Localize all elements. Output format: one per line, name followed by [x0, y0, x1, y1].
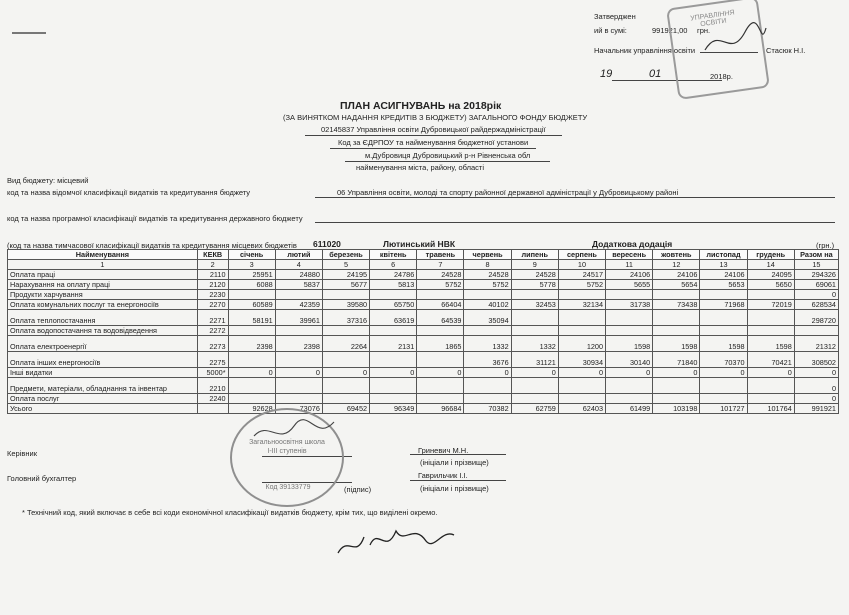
row-value: 0	[794, 394, 838, 404]
row-value: 5654	[653, 280, 700, 290]
temp-class-label: (код та назва тимчасової класифікації видатків та кредитування місцевих бюджетів	[7, 241, 297, 250]
row-value: 0	[700, 368, 747, 378]
head-signature	[700, 20, 770, 60]
row-value	[511, 310, 558, 326]
row-value: 5752	[558, 280, 605, 290]
row-value	[228, 352, 275, 368]
head-signature-bottom	[250, 412, 340, 452]
row-value	[322, 352, 369, 368]
row-code: 2275	[197, 352, 228, 368]
row-value	[464, 290, 511, 300]
row-code: 2273	[197, 336, 228, 352]
approved-label: Затверджен	[594, 12, 636, 21]
column-header: КЕКВ	[197, 250, 228, 260]
row-value: 71840	[653, 352, 700, 368]
table-header-row	[8, 250, 839, 260]
row-value: 70370	[700, 352, 747, 368]
row-name: Оплата водопостачання та водовідведення	[8, 326, 198, 336]
row-value	[370, 326, 417, 336]
stamp-round-code: Код 39133779	[265, 484, 311, 491]
row-name: Оплата послуг	[8, 394, 198, 404]
row-value	[275, 352, 322, 368]
row-value: 21312	[794, 336, 838, 352]
row-value: 63619	[370, 310, 417, 326]
row-value	[417, 326, 464, 336]
row-name: Інші видатки	[8, 368, 198, 378]
row-value: 5655	[606, 280, 653, 290]
row-value: 24095	[747, 270, 794, 280]
row-value	[558, 326, 605, 336]
row-value: 6088	[228, 280, 275, 290]
row-value: 0	[794, 290, 838, 300]
row-value: 96349	[370, 404, 417, 414]
row-value: 0	[417, 368, 464, 378]
stamp-top-text: УПРАВЛІННЯ ОСВІТИ	[689, 9, 736, 29]
row-value: 1332	[464, 336, 511, 352]
row-value	[747, 326, 794, 336]
column-header: вересень	[606, 250, 653, 260]
row-value: 60589	[228, 300, 275, 310]
column-number: 3	[228, 260, 275, 270]
row-value: 0	[653, 368, 700, 378]
column-number: 10	[558, 260, 605, 270]
row-value	[464, 394, 511, 404]
row-value	[700, 310, 747, 326]
row-value	[653, 310, 700, 326]
row-code: 2272	[197, 326, 228, 336]
row-value	[606, 378, 653, 394]
row-value	[606, 290, 653, 300]
row-value	[228, 394, 275, 404]
table-row	[8, 336, 839, 352]
row-value	[700, 326, 747, 336]
row-value: 62759	[511, 404, 558, 414]
row-value: 24106	[606, 270, 653, 280]
table-row	[8, 394, 839, 404]
row-value: 24517	[558, 270, 605, 280]
corner-mark	[12, 32, 46, 34]
column-header: грудень	[747, 250, 794, 260]
row-value: 5752	[417, 280, 464, 290]
sum-prefix: ий в сумі:	[594, 26, 627, 35]
program-class-label: код та назва програмної класифікації видатків та кредитування державного бюджету	[7, 214, 303, 223]
row-value: 31121	[511, 352, 558, 368]
row-value: 66404	[417, 300, 464, 310]
table-row	[8, 352, 839, 368]
row-value: 5778	[511, 280, 558, 290]
row-value	[417, 394, 464, 404]
row-value: 92628	[228, 404, 275, 414]
temp-class-code: 611020	[313, 239, 341, 249]
row-value	[700, 394, 747, 404]
row-code: 2240	[197, 394, 228, 404]
currency: грн.	[697, 26, 711, 35]
dept-class-label: код та назва відомчої класифікації видатків та кредитування бюджету	[7, 188, 251, 197]
location: м.Дубровиця Дубровицький р-н Рівненська обл	[345, 151, 550, 162]
row-value	[417, 378, 464, 394]
column-header: Разом на	[794, 250, 838, 260]
row-name: Оплата інших енергоносіїв	[8, 352, 198, 368]
row-value: 0	[322, 368, 369, 378]
row-name: Оплата праці	[8, 270, 198, 280]
row-value	[417, 290, 464, 300]
row-value: 5752	[464, 280, 511, 290]
row-value: 101727	[700, 404, 747, 414]
accountant-name-hint: (ініціали і прізвище)	[420, 484, 489, 493]
approval-month: 01	[649, 68, 662, 80]
row-value	[558, 378, 605, 394]
stamp-round-text: Загальноосвітня школа І-ІІІ ступенів	[249, 439, 325, 455]
approval-year: 2018р.	[710, 72, 733, 81]
row-value	[794, 326, 838, 336]
column-number: 2	[197, 260, 228, 270]
row-value: 24106	[653, 270, 700, 280]
row-value	[700, 290, 747, 300]
row-value: 24786	[370, 270, 417, 280]
row-value: 65750	[370, 300, 417, 310]
row-value: 0	[794, 368, 838, 378]
row-value: 32134	[558, 300, 605, 310]
row-value: 298720	[794, 310, 838, 326]
head-name: Гриневич М.Н.	[418, 446, 469, 455]
row-value: 42359	[275, 300, 322, 310]
row-value: 991921	[794, 404, 838, 414]
table-row	[8, 280, 839, 290]
column-number: 4	[275, 260, 322, 270]
row-value	[322, 378, 369, 394]
row-value	[275, 378, 322, 394]
row-value	[606, 310, 653, 326]
row-value: 71968	[700, 300, 747, 310]
row-value: 2264	[322, 336, 369, 352]
row-value: 24528	[464, 270, 511, 280]
dept-class-text: 06 Управління освіти, молоді та спорту районної державної адміністрації у Дубровицькому районі	[337, 188, 679, 197]
row-value	[606, 394, 653, 404]
head-of-dept-label: Начальник управління освіти	[594, 46, 696, 55]
head-of-dept-name: Стасюк Н.І.	[766, 46, 806, 55]
row-value: 24880	[275, 270, 322, 280]
row-value: 0	[794, 378, 838, 394]
row-value: 1332	[511, 336, 558, 352]
column-number: 9	[511, 260, 558, 270]
row-value	[558, 310, 605, 326]
row-value	[370, 290, 417, 300]
row-name: Нарахування на оплату праці	[8, 280, 198, 290]
program-class-line	[315, 222, 835, 223]
row-value: 5653	[700, 280, 747, 290]
accountant-label: Головний бухгалтер	[7, 474, 77, 483]
row-value: 0	[275, 368, 322, 378]
row-value: 70421	[747, 352, 794, 368]
row-value: 39580	[322, 300, 369, 310]
row-name: Оплата електроенергії	[8, 336, 198, 352]
row-value: 39961	[275, 310, 322, 326]
row-value: 5813	[370, 280, 417, 290]
column-header: жовтень	[653, 250, 700, 260]
row-value	[653, 290, 700, 300]
row-value: 61499	[606, 404, 653, 414]
row-value: 0	[228, 368, 275, 378]
row-value: 101764	[747, 404, 794, 414]
row-value	[370, 378, 417, 394]
column-number: 13	[700, 260, 747, 270]
row-value: 5837	[275, 280, 322, 290]
row-value: 5650	[747, 280, 794, 290]
row-value: 294326	[794, 270, 838, 280]
row-value	[370, 394, 417, 404]
row-value	[322, 290, 369, 300]
row-value: 2398	[275, 336, 322, 352]
row-value	[464, 378, 511, 394]
row-value: 64539	[417, 310, 464, 326]
row-value: 24528	[417, 270, 464, 280]
row-code: 2230	[197, 290, 228, 300]
column-header: лютий	[275, 250, 322, 260]
sum-value: 991921,00	[652, 26, 688, 35]
column-number: 5	[322, 260, 369, 270]
row-code: 2110	[197, 270, 228, 280]
row-value: 1598	[606, 336, 653, 352]
table-row	[8, 368, 839, 378]
allocation-table	[7, 249, 839, 414]
row-value: 0	[606, 368, 653, 378]
row-value	[653, 326, 700, 336]
row-value	[322, 326, 369, 336]
row-value	[511, 378, 558, 394]
row-value	[275, 290, 322, 300]
row-name: Усього	[8, 404, 198, 414]
head-name-line	[410, 454, 506, 455]
row-value: 1200	[558, 336, 605, 352]
row-code	[197, 404, 228, 414]
row-code: 5000*	[197, 368, 228, 378]
column-header: Найменування	[8, 250, 198, 260]
row-value: 0	[558, 368, 605, 378]
row-value: 30934	[558, 352, 605, 368]
row-value	[322, 394, 369, 404]
row-value: 58191	[228, 310, 275, 326]
row-value: 628534	[794, 300, 838, 310]
row-value: 1865	[417, 336, 464, 352]
column-number: 8	[464, 260, 511, 270]
row-value: 0	[511, 368, 558, 378]
table-row	[8, 300, 839, 310]
row-value: 308502	[794, 352, 838, 368]
column-number: 12	[653, 260, 700, 270]
column-number: 14	[747, 260, 794, 270]
row-name: Оплата теплопостачання	[8, 310, 198, 326]
row-value	[558, 394, 605, 404]
row-code: 2270	[197, 300, 228, 310]
table-row	[8, 326, 839, 336]
row-value	[653, 394, 700, 404]
temp-class-extra: Додаткова додація	[592, 239, 673, 249]
row-name: Продукти харчування	[8, 290, 198, 300]
row-value: 35094	[464, 310, 511, 326]
row-value	[653, 378, 700, 394]
footnote: * Технічний код, який включає в себе всі коди економічної класифікації видатків бюджету, крім тих, що виділені окремо.	[22, 508, 438, 517]
row-value: 1598	[700, 336, 747, 352]
column-header: травень	[417, 250, 464, 260]
row-value	[747, 290, 794, 300]
row-value: 0	[464, 368, 511, 378]
table-row	[8, 378, 839, 394]
row-value	[511, 290, 558, 300]
accountant-sign-hint: (підпис)	[344, 485, 372, 494]
row-value: 72019	[747, 300, 794, 310]
temp-class-name: Лютинський НВК	[383, 239, 456, 249]
accountant-name: Гаврильчик І.І.	[418, 471, 468, 480]
row-value	[464, 326, 511, 336]
row-code: 2271	[197, 310, 228, 326]
row-value	[275, 326, 322, 336]
row-value: 3676	[464, 352, 511, 368]
column-header: січень	[228, 250, 275, 260]
handwritten-signature	[330, 515, 460, 565]
row-value: 1598	[653, 336, 700, 352]
row-value: 24195	[322, 270, 369, 280]
column-header: листопад	[700, 250, 747, 260]
row-value	[747, 310, 794, 326]
column-header: квітень	[370, 250, 417, 260]
row-value: 103198	[653, 404, 700, 414]
document-subtitle: (ЗА ВИНЯТКОМ НАДАННЯ КРЕДИТІВ З БЮДЖЕТУ) ЗАГАЛЬНОГО ФОНДУ БЮДЖЕТУ	[283, 113, 588, 122]
row-value: 69452	[322, 404, 369, 414]
table-row	[8, 404, 839, 414]
row-value: 30140	[606, 352, 653, 368]
row-value	[228, 326, 275, 336]
row-value: 2398	[228, 336, 275, 352]
row-value	[747, 394, 794, 404]
head-label: Керівник	[7, 449, 37, 458]
budget-type: Вид бюджету: місцевий	[7, 176, 89, 185]
row-name: Оплата комунальних послуг та енергоносіїв	[8, 300, 198, 310]
row-value: 37316	[322, 310, 369, 326]
row-value: 24106	[700, 270, 747, 280]
row-value: 0	[747, 368, 794, 378]
head-name-hint: (ініціали і прізвище)	[420, 458, 489, 467]
org-line: 02145837 Управління освіти Дубровицької райдержадміністрації	[305, 125, 562, 136]
row-value	[417, 352, 464, 368]
column-number: 6	[370, 260, 417, 270]
column-number: 11	[606, 260, 653, 270]
column-header: серпень	[558, 250, 605, 260]
table-row	[8, 290, 839, 300]
units-label: (грн.)	[816, 241, 835, 250]
row-value	[511, 326, 558, 336]
row-value	[747, 378, 794, 394]
row-value: 5677	[322, 280, 369, 290]
accountant-name-line	[410, 480, 506, 481]
row-value	[700, 378, 747, 394]
row-value: 73076	[275, 404, 322, 414]
row-value: 1598	[747, 336, 794, 352]
column-header: червень	[464, 250, 511, 260]
dept-class-value	[315, 188, 835, 198]
row-value: 0	[370, 368, 417, 378]
table-row	[8, 310, 839, 326]
document-title: ПЛАН АСИГНУВАНЬ на 2018рік	[340, 100, 502, 112]
row-value: 31738	[606, 300, 653, 310]
column-number: 15	[794, 260, 838, 270]
row-value	[370, 352, 417, 368]
row-value: 32453	[511, 300, 558, 310]
row-value: 70382	[464, 404, 511, 414]
row-value: 62403	[558, 404, 605, 414]
row-value: 24528	[511, 270, 558, 280]
column-number-row	[8, 260, 839, 270]
row-value	[606, 326, 653, 336]
row-value: 25951	[228, 270, 275, 280]
edrpou-label: Код за ЄДРПОУ та найменування бюджетної установи	[330, 138, 536, 149]
row-name: Предмети, матеріали, обладнання та інвентар	[8, 378, 198, 394]
row-value	[511, 394, 558, 404]
table-row	[8, 270, 839, 280]
column-header: липень	[511, 250, 558, 260]
row-value	[228, 378, 275, 394]
row-code: 2120	[197, 280, 228, 290]
column-number: 7	[417, 260, 464, 270]
row-value: 69061	[794, 280, 838, 290]
row-value: 73438	[653, 300, 700, 310]
row-value	[228, 290, 275, 300]
column-number: 1	[8, 260, 198, 270]
row-value	[558, 290, 605, 300]
row-value: 40102	[464, 300, 511, 310]
row-value	[275, 394, 322, 404]
row-code: 2210	[197, 378, 228, 394]
row-value: 96684	[417, 404, 464, 414]
approval-day: 19	[600, 68, 613, 80]
row-value: 2131	[370, 336, 417, 352]
column-header: березень	[322, 250, 369, 260]
location-label: найменування міста, району, області	[356, 163, 485, 172]
